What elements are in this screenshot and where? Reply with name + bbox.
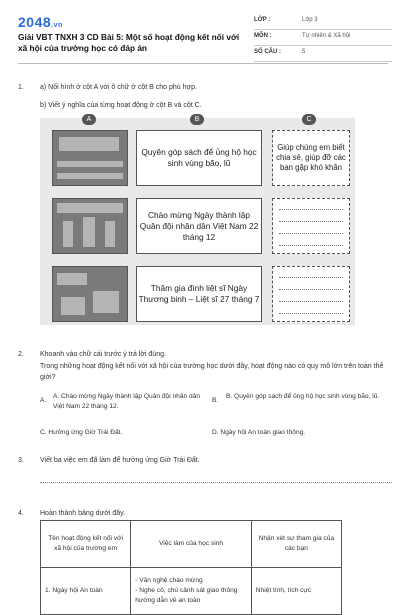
q4-prompt: Hoàn thành bảng dưới đây.	[40, 510, 126, 517]
column-b-item-1: Quyên góp sách để ủng hộ học sinh vùng bão, lũ	[136, 130, 262, 186]
q2-prompt: Khoanh vào chữ cái trước ý trả lời đúng.	[40, 351, 166, 358]
column-c-item-3-blank[interactable]	[272, 266, 350, 322]
q1-part-a: a) Nối hình ở cột A với ô chữ ở cột B cho phù hợp.	[40, 84, 197, 91]
site-logo[interactable]: 2048.vn	[18, 14, 63, 30]
table-row	[41, 568, 342, 615]
table-header-row	[41, 521, 342, 568]
q2-number: 2.	[18, 351, 24, 358]
q4-number: 4.	[18, 510, 24, 517]
page-header	[18, 10, 388, 60]
q2-question: Trong những hoạt động kết nối với xã hội của trường học dưới đây, hoạt động nào có quy mô lớn trên toàn thế giới?	[40, 363, 384, 381]
column-b-item-3: Thăm gia đình liệt sĩ Ngày Thương binh – Liệt sĩ 27 tháng 7	[136, 266, 262, 322]
picture-book-donation	[52, 130, 128, 186]
q1-number: 1.	[18, 84, 24, 91]
table-cell-comment: Nhiệt tình, tích cực	[251, 568, 341, 615]
column-c-item-1: Giúp chúng em biết chia sẻ, giúp đỡ các bạn gặp khó khăn	[272, 130, 350, 186]
meta-info	[254, 14, 392, 62]
page-title: Giải VBT TNXH 3 CD Bài 5: Một số hoạt động kết nối với xã hội của trường học có đáp án	[18, 32, 240, 53]
table-cell-work: - Văn nghệ chào mừng - Nghe cô, chú cảnh sát giao thông hướng dẫn về an toàn	[131, 568, 252, 615]
q3-answer-line[interactable]	[40, 482, 392, 483]
table-cell-activity: 1. Ngày hội An toàn	[41, 568, 131, 615]
meta-row-subject: MÔN : Tự nhiên & Xã hội	[254, 30, 392, 46]
header-divider	[18, 63, 388, 64]
q3-prompt: Viết ba việc em đã làm để hưởng ứng Giờ Trái Đất.	[40, 457, 200, 464]
column-b-item-2: Chào mừng Ngày thành lập Quân đội nhân dân Việt Nam 22 tháng 12	[136, 198, 262, 254]
table-header-work: Việc làm của học sinh	[131, 521, 252, 568]
column-b-badge: B	[190, 114, 204, 125]
meta-row-count: SỐ CÂU : 5	[254, 46, 392, 62]
q2-option-a[interactable]: A. Chào mừng Ngày thành lập Quân đội nhân dân Việt Nam 22 tháng 12.	[53, 393, 201, 410]
column-c-item-2-blank[interactable]	[272, 198, 350, 254]
matching-exercise-image	[40, 118, 355, 325]
q2-option-b-key[interactable]: B.	[212, 397, 219, 404]
q3-number: 3.	[18, 457, 24, 464]
meta-row-class: LỚP : Lớp 3	[254, 14, 392, 30]
q2-option-b[interactable]: B. Quyên góp sách để ủng hộ học sinh vùng bão, lũ.	[226, 393, 380, 400]
activity-table	[40, 520, 342, 615]
q2-option-a-key[interactable]: A.	[40, 397, 47, 404]
column-c-badge: C	[302, 114, 316, 125]
q1-part-b: b) Viết ý nghĩa của từng hoạt động ở cột B và cột C.	[40, 102, 202, 109]
column-a-badge: A	[82, 114, 96, 125]
picture-army-day	[52, 198, 128, 254]
q2-option-d[interactable]: D. Ngày hội An toàn giao thông.	[212, 429, 306, 436]
q2-option-c[interactable]: C. Hưởng ứng Giờ Trái Đất.	[40, 429, 123, 436]
table-header-comment: Nhận xét sự tham gia của các bạn	[251, 521, 341, 568]
table-header-activity: Tên hoạt động kết nối với xã hội của trường em	[41, 521, 131, 568]
picture-martyr-visit	[52, 266, 128, 322]
